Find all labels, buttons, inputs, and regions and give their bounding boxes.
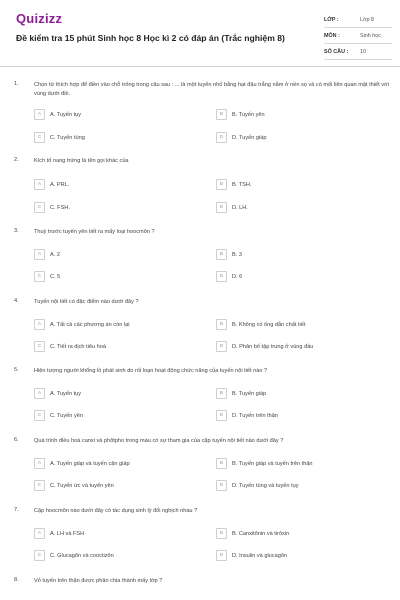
option-text: D. Tuyến tùng và tuyến tụy <box>232 482 299 489</box>
option-text: A. LH và FSH <box>50 530 85 537</box>
option-letter-box: B <box>216 528 227 539</box>
question-text: Quá trình điều hoà canxi và phôtpho trong máu có sự tham gia của cặp tuyến nội tiết nào dưới đây ? <box>34 438 284 444</box>
question-number: 2. <box>14 157 19 163</box>
question-text: Hiện tượng người khổng lồ phát sinh do rối loạn hoạt động chức năng của tuyến nội tiết nào ? <box>34 368 268 374</box>
question-number: 4. <box>14 298 19 304</box>
option-letter-box: C <box>34 410 45 421</box>
option-letter-box: C <box>34 202 45 213</box>
question-text: Thuỳ trước tuyến yên tiết ra mấy loại hoocmôn ? <box>34 229 155 235</box>
option-text: C. Tuyến tùng <box>50 134 85 141</box>
meta-row-count <box>324 44 392 60</box>
option-text: A. Tuyến tụy <box>50 390 82 397</box>
option-letter-box: D <box>216 550 227 561</box>
option-letter-box: D <box>216 410 227 421</box>
option-b[interactable] <box>216 318 305 331</box>
meta-row-subject <box>324 28 392 44</box>
option-text: A. Tất cả các phương án còn lại <box>50 321 130 328</box>
option-letter-box: C <box>34 341 45 352</box>
option-d[interactable] <box>216 409 278 422</box>
option-text: A. 2 <box>50 251 60 258</box>
option-text: C. Tuyến yên <box>50 412 83 419</box>
question-text: Vỏ tuyến trên thận được phân chia thành mấy lớp ? <box>34 578 163 584</box>
option-d[interactable] <box>216 270 242 283</box>
option-text: B. TSH. <box>232 181 252 188</box>
meta-key: LỚP : <box>324 16 339 23</box>
option-a[interactable] <box>34 178 69 191</box>
option-a[interactable] <box>34 108 81 121</box>
option-letter-box: B <box>216 179 227 190</box>
option-text: D. LH. <box>232 204 248 211</box>
option-text: B. 3 <box>232 251 242 258</box>
option-text: D. Tuyến trên thận <box>232 412 279 419</box>
option-letter-box: B <box>216 388 227 399</box>
option-text: B. Tuyến giáp <box>232 390 267 397</box>
option-d[interactable] <box>216 479 299 492</box>
option-a[interactable] <box>34 318 129 331</box>
option-text: D. 6 <box>232 273 243 280</box>
header-divider <box>0 66 400 67</box>
option-d[interactable] <box>216 549 287 562</box>
question-number: 3. <box>14 228 19 234</box>
option-text: B. Canxitônin và tirôxin <box>232 530 290 537</box>
option-letter-box: D <box>216 202 227 213</box>
option-b[interactable] <box>216 248 242 261</box>
question-text: Kích tố nang trứng là tên gọi khác của <box>34 158 129 164</box>
option-c[interactable] <box>34 479 114 492</box>
option-b[interactable] <box>216 457 313 470</box>
option-text: B. Tuyến giáp và tuyến trên thận <box>232 460 313 467</box>
question-text: Chọn từ thích hợp để điền vào chỗ trống trong câu sau : ... là một tuyến nhỏ bằng hạt đậu trắng nằm ở nền sọ và có mối liên quan mật thiết với vùng dưới đồi. <box>34 82 389 97</box>
option-letter-box: A <box>34 458 45 469</box>
question-number: 7. <box>14 507 19 513</box>
option-d[interactable] <box>216 340 313 353</box>
option-d[interactable] <box>216 201 248 214</box>
option-letter-box: B <box>216 319 227 330</box>
option-c[interactable] <box>34 270 60 283</box>
option-c[interactable] <box>34 409 83 422</box>
meta-value: Lớp 8 <box>360 16 375 23</box>
option-text: D. Insulin và glucagôn <box>232 552 288 559</box>
option-text: B. Không có ống dẫn chất tiết <box>232 321 306 328</box>
meta-table <box>324 12 392 60</box>
meta-value: 10 <box>360 48 366 55</box>
option-letter-box: D <box>216 480 227 491</box>
option-b[interactable] <box>216 527 289 540</box>
meta-row-class <box>324 12 392 28</box>
option-letter-box: A <box>34 179 45 190</box>
option-letter-box: B <box>216 249 227 260</box>
option-text: D. Phân bố tập trung ở vùng đầu <box>232 343 314 350</box>
question-text: Cặp hoocmôn nào dưới đây có tác dụng sinh lý đối nghịch nhau ? <box>34 508 198 514</box>
worksheet-header <box>0 0 400 64</box>
option-letter-box: D <box>216 132 227 143</box>
option-b[interactable] <box>216 178 251 191</box>
option-a[interactable] <box>34 527 84 540</box>
option-letter-box: A <box>34 249 45 260</box>
option-text: A. PRL. <box>50 181 70 188</box>
quizizz-logo: Quizizz <box>16 11 63 26</box>
question-number: 1. <box>14 81 19 87</box>
question-number: 6. <box>14 437 19 443</box>
option-text: C. 5 <box>50 273 61 280</box>
option-a[interactable] <box>34 457 130 470</box>
option-letter-box: D <box>216 271 227 282</box>
option-text: A. Tuyến giáp và tuyến cận giáp <box>50 460 130 467</box>
option-a[interactable] <box>34 248 60 261</box>
option-b[interactable] <box>216 387 266 400</box>
option-letter-box: C <box>34 132 45 143</box>
option-c[interactable] <box>34 340 106 353</box>
option-letter-box: C <box>34 550 45 561</box>
option-letter-box: C <box>34 480 45 491</box>
option-letter-box: B <box>216 109 227 120</box>
option-letter-box: D <box>216 341 227 352</box>
worksheet-title: Đề kiểm tra 15 phút Sinh học 8 Học kì 2 có đáp án (Trắc nghiệm 8) <box>16 33 285 43</box>
option-b[interactable] <box>216 108 265 121</box>
option-text: C. Tiết ra dịch tiêu hoá <box>50 343 106 350</box>
question-number: 8. <box>14 577 19 583</box>
meta-value: Sinh học <box>360 32 381 39</box>
question-text: Tuyến nội tiết có đặc điểm nào dưới đây ? <box>34 299 139 305</box>
option-c[interactable] <box>34 131 85 144</box>
option-text: B. Tuyến yên <box>232 111 265 118</box>
option-text: D. Tuyến giáp <box>232 134 267 141</box>
option-letter-box: A <box>34 388 45 399</box>
option-text: A. Tuyến tụy <box>50 111 82 118</box>
meta-key: MÔN : <box>324 32 340 39</box>
option-c[interactable] <box>34 201 70 214</box>
option-letter-box: A <box>34 319 45 330</box>
option-letter-box: A <box>34 528 45 539</box>
option-a[interactable] <box>34 387 81 400</box>
option-letter-box: C <box>34 271 45 282</box>
option-letter-box: B <box>216 458 227 469</box>
option-c[interactable] <box>34 549 114 562</box>
option-letter-box: A <box>34 109 45 120</box>
option-text: C. Glucagôn và cooctizôn <box>50 552 114 559</box>
option-text: C. Tuyến ức và tuyến yên <box>50 482 114 489</box>
option-text: C. FSH. <box>50 204 70 211</box>
question-number: 5. <box>14 367 19 373</box>
meta-key: SỐ CÂU : <box>324 48 349 55</box>
option-d[interactable] <box>216 131 267 144</box>
